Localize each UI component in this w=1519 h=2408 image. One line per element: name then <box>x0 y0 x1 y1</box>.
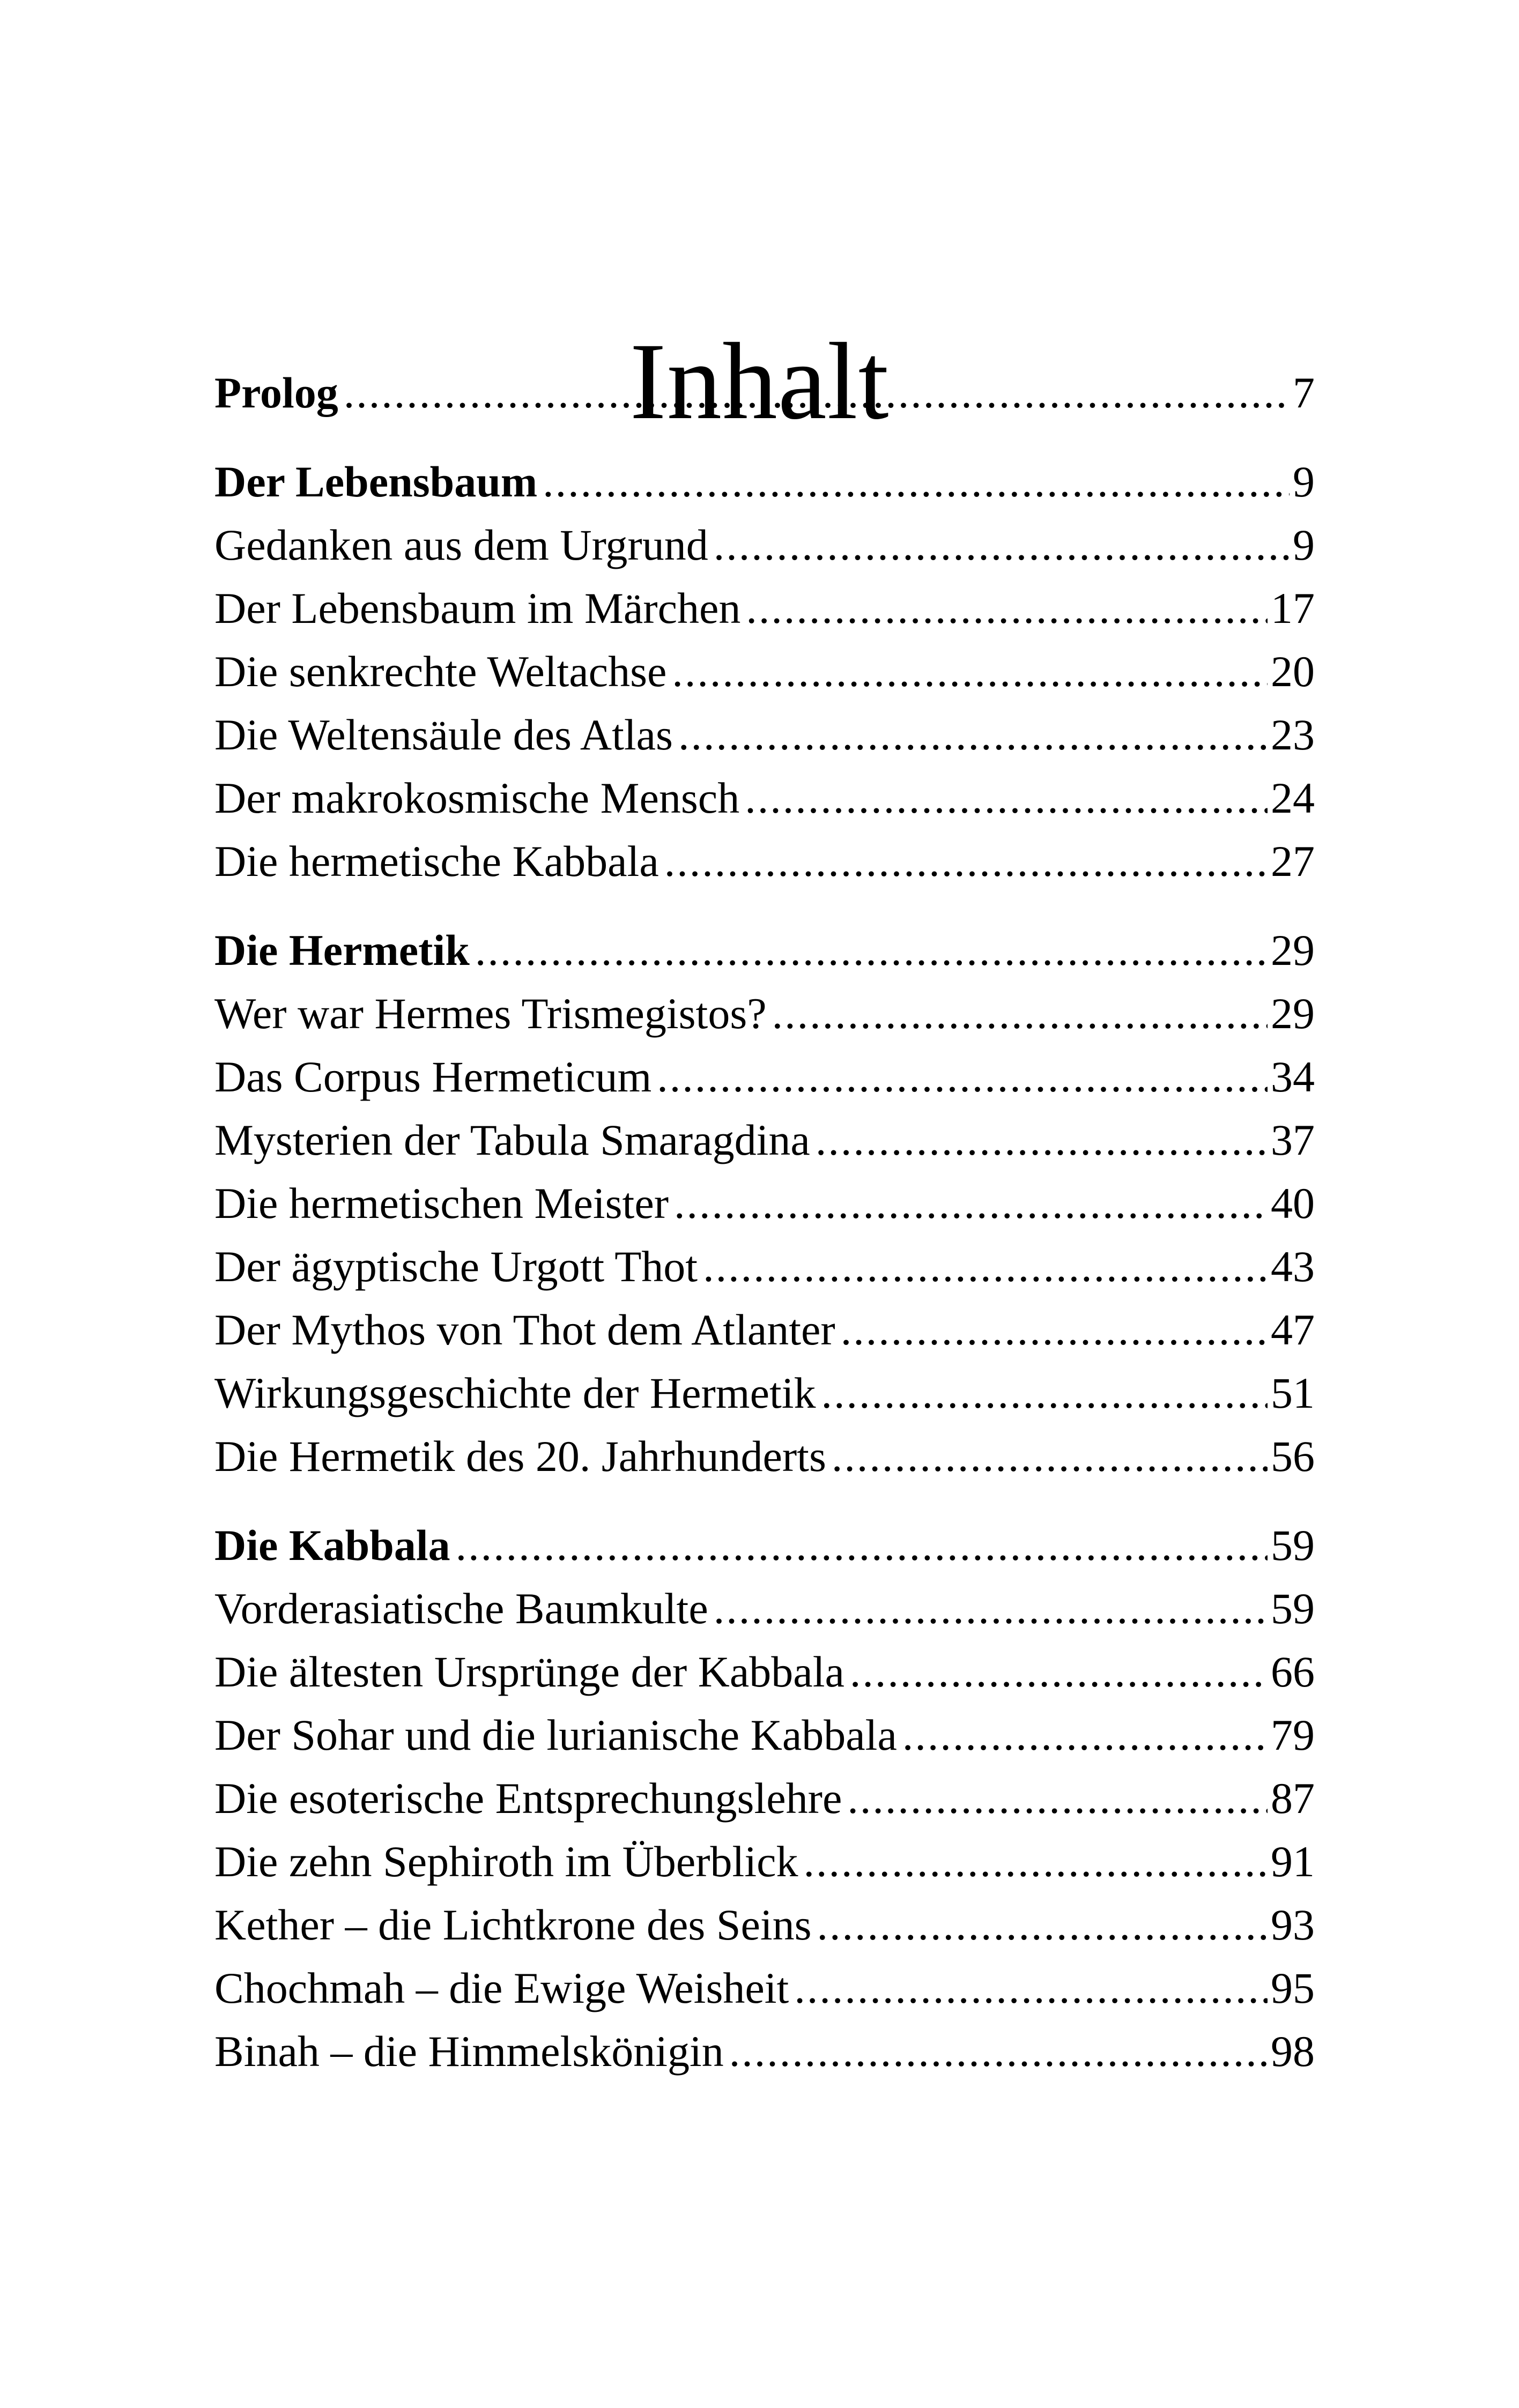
entry-title: Die senkrechte Weltachse <box>214 647 667 696</box>
toc-entry <box>214 1425 1315 1488</box>
dot-leader <box>832 1425 1268 1488</box>
entry-title: Der makrokosmische Mensch <box>214 774 740 822</box>
page-number: 40 <box>1271 1179 1315 1228</box>
dot-leader <box>344 361 1290 425</box>
entry-title: Chochmah – die Ewige Weisheit <box>214 1964 789 2012</box>
toc-entry <box>214 1235 1315 1298</box>
toc-entry <box>214 830 1315 893</box>
dot-leader <box>475 919 1268 982</box>
dot-leader <box>729 2020 1268 2083</box>
dot-leader <box>841 1298 1268 1362</box>
dot-leader <box>674 1172 1268 1235</box>
toc-entry <box>214 1830 1315 1893</box>
dot-leader <box>772 982 1268 1045</box>
toc-entry <box>214 640 1315 703</box>
page-number: 37 <box>1271 1116 1315 1164</box>
toc-section <box>214 450 1315 893</box>
toc-entry <box>214 1577 1315 1640</box>
entry-title: Gedanken aus dem Urgrund <box>214 521 708 569</box>
toc-entry <box>214 1893 1315 1957</box>
chapter-title: Prolog <box>214 368 338 417</box>
page-number: 24 <box>1271 774 1315 822</box>
page-number: 34 <box>1271 1052 1315 1101</box>
toc-entry <box>214 982 1315 1045</box>
entry-title: Kether – die Lichtkrone des Seins <box>214 1900 812 1949</box>
dot-leader <box>850 1640 1268 1704</box>
dot-leader <box>821 1362 1268 1425</box>
chapter-title: Die Hermetik <box>214 926 470 975</box>
toc-entry <box>214 1298 1315 1362</box>
entry-title: Der Mythos von Thot dem Atlanter <box>214 1305 835 1354</box>
page-number: 56 <box>1271 1432 1315 1481</box>
dot-leader <box>714 514 1290 577</box>
toc-entry <box>214 1640 1315 1704</box>
entry-title: Der ägyptische Urgott Thot <box>214 1242 698 1291</box>
entry-title: Der Sohar und die lurianische Kabbala <box>214 1711 897 1759</box>
toc-entry <box>214 2020 1315 2083</box>
entry-title: Die ältesten Ursprünge der Kabbala <box>214 1647 844 1696</box>
toc-chapter-entry <box>214 450 1315 514</box>
entry-title: Die hermetischen Meister <box>214 1179 669 1228</box>
page-number: 7 <box>1293 368 1315 417</box>
entry-title: Die Hermetik des 20. Jahrhunderts <box>214 1432 826 1481</box>
dot-leader <box>543 450 1290 514</box>
toc-entry <box>214 1957 1315 2020</box>
toc-entry <box>214 1704 1315 1767</box>
dot-leader <box>816 1109 1268 1172</box>
dot-leader <box>794 1957 1268 2020</box>
page-number: 17 <box>1271 584 1315 633</box>
page-number: 9 <box>1293 521 1315 569</box>
toc-entry <box>214 767 1315 830</box>
page-number: 51 <box>1271 1369 1315 1417</box>
page-number: 47 <box>1271 1305 1315 1354</box>
entry-title: Vorderasiatische Baumkulte <box>214 1584 708 1633</box>
dot-leader <box>672 640 1268 703</box>
toc-entry <box>214 1362 1315 1425</box>
toc-chapter-entry <box>214 919 1315 982</box>
entry-title: Das Corpus Hermeticum <box>214 1052 652 1101</box>
toc-section <box>214 919 1315 1488</box>
page-number: 93 <box>1271 1900 1315 1949</box>
toc-section <box>214 1514 1315 2083</box>
toc-entry <box>214 1172 1315 1235</box>
entry-title: Wer war Hermes Trismegistos? <box>214 989 767 1038</box>
entry-title: Wirkungsgeschichte der Hermetik <box>214 1369 816 1417</box>
entry-title: Die hermetische Kabbala <box>214 837 659 886</box>
page-number: 98 <box>1271 2027 1315 2076</box>
toc-entry <box>214 577 1315 640</box>
page-number: 59 <box>1271 1521 1315 1570</box>
entry-title: Mysterien der Tabula Smaragdina <box>214 1116 810 1164</box>
page-title: Inhalt <box>629 321 890 443</box>
dot-leader <box>902 1704 1268 1767</box>
dot-leader <box>703 1235 1268 1298</box>
toc-entry <box>214 514 1315 577</box>
dot-leader <box>657 1045 1268 1109</box>
entry-title: Die zehn Sephiroth im Überblick <box>214 1837 798 1886</box>
dot-leader <box>746 577 1268 640</box>
dot-leader <box>664 830 1268 893</box>
dot-leader <box>745 767 1268 830</box>
page-number: 29 <box>1271 926 1315 975</box>
page-number: 59 <box>1271 1584 1315 1633</box>
table-of-contents <box>214 361 1315 2083</box>
chapter-title: Der Lebensbaum <box>214 457 538 506</box>
toc-entry <box>214 1109 1315 1172</box>
dot-leader <box>804 1830 1268 1893</box>
entry-title: Der Lebensbaum im Märchen <box>214 584 741 633</box>
page-number: 23 <box>1271 710 1315 759</box>
page-number: 27 <box>1271 837 1315 886</box>
page-number: 95 <box>1271 1964 1315 2012</box>
entry-title: Die esoterische Entsprechungslehre <box>214 1774 842 1823</box>
entry-title: Binah – die Himmelskönigin <box>214 2027 724 2076</box>
toc-entry <box>214 1045 1315 1109</box>
dot-leader <box>678 703 1268 767</box>
chapter-title: Die Kabbala <box>214 1521 450 1570</box>
page-number: 87 <box>1271 1774 1315 1823</box>
page-number: 20 <box>1271 647 1315 696</box>
dot-leader <box>456 1514 1268 1577</box>
page-number: 29 <box>1271 989 1315 1038</box>
dot-leader <box>847 1767 1268 1830</box>
page-number: 66 <box>1271 1647 1315 1696</box>
page-number: 9 <box>1293 457 1315 506</box>
entry-title: Die Weltensäule des Atlas <box>214 710 673 759</box>
dot-leader <box>714 1577 1268 1640</box>
page-number: 43 <box>1271 1242 1315 1291</box>
toc-entry <box>214 1767 1315 1830</box>
toc-entry <box>214 703 1315 767</box>
dot-leader <box>817 1893 1268 1957</box>
toc-section <box>214 361 1315 425</box>
page-number: 79 <box>1271 1711 1315 1759</box>
page-number: 91 <box>1271 1837 1315 1886</box>
toc-chapter-entry <box>214 1514 1315 1577</box>
toc-chapter-entry <box>214 361 1315 425</box>
